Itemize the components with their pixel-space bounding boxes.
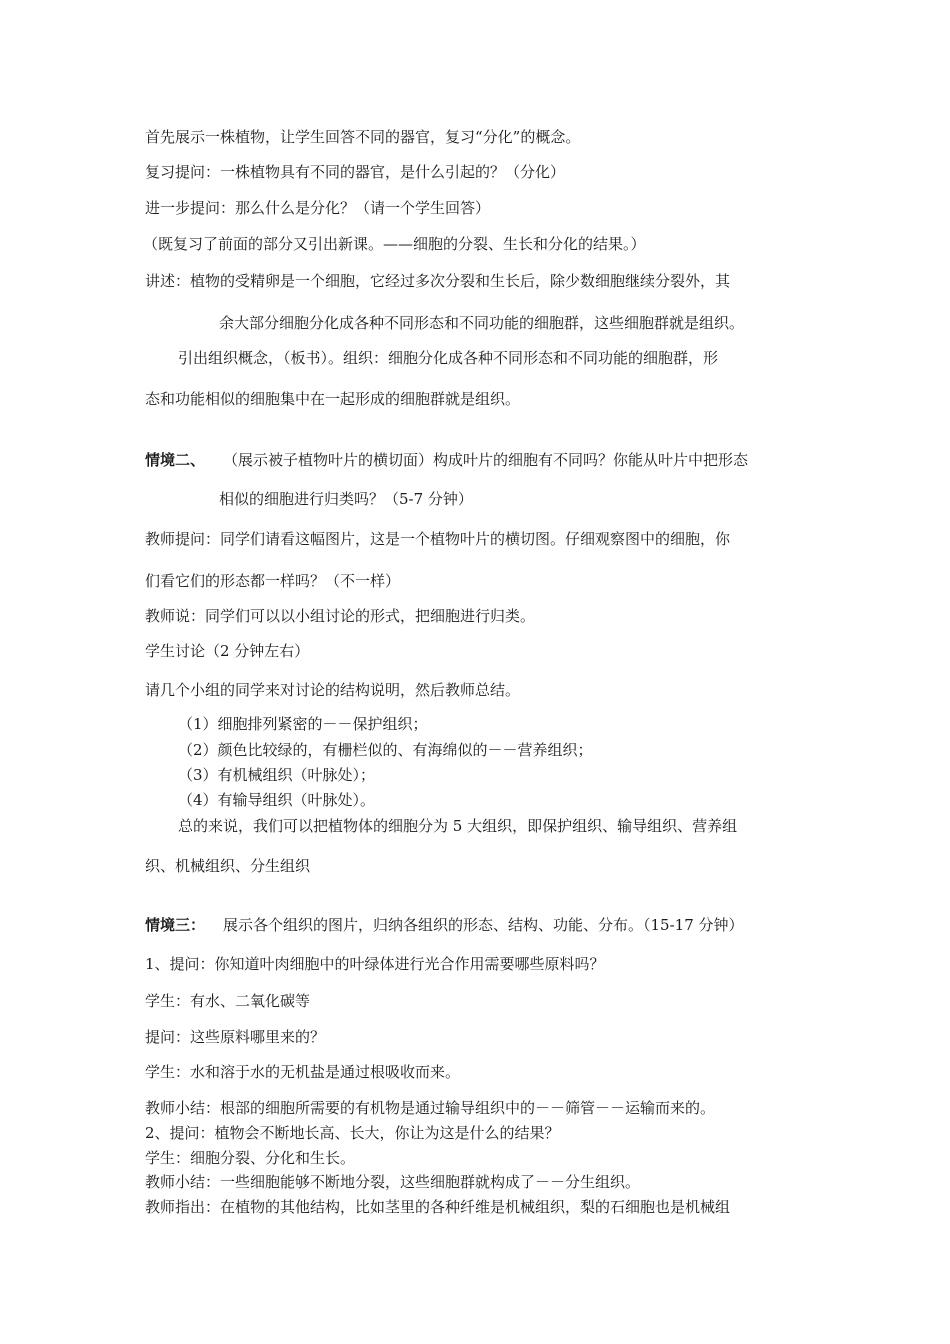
- list-item: （2）颜色比较绿的，有栅栏似的、有海绵似的－－营养组织；: [178, 741, 593, 759]
- list-item: （1）细胞排列紧密的－－保护组织；: [178, 715, 428, 733]
- paragraph-line: 学生讨论（2 分钟左右）: [145, 642, 310, 660]
- paragraph-line: 教师小结：根部的细胞所需要的有机物是通过输导组织中的－－筛管－－运输而来的。: [145, 1099, 716, 1117]
- paragraph-line: 总的来说，我们可以把植物体的细胞分为 5 大组织，即保护组织、输导组织、营养组: [178, 817, 738, 835]
- paragraph-line: 教师说：同学们可以以小组讨论的形式，把细胞进行归类。: [145, 607, 536, 625]
- paragraph-line: 2、提问：植物会不断地长高、长大，你让为这是什么的结果？: [145, 1124, 560, 1142]
- paragraph-line: 余大部分细胞分化成各种不同形态和不同功能的细胞群，这些细胞群就是组织。: [219, 314, 745, 332]
- paragraph-line: 教师小结：一些细胞能够不断地分裂，这些细胞群就构成了－－分生组织。: [145, 1173, 641, 1191]
- situation-3-heading: 情境三：: [145, 916, 206, 934]
- paragraph-line: 学生：细胞分裂、分化和生长。: [145, 1149, 356, 1167]
- paragraph-line: 学生：有水、二氧化碳等: [145, 992, 311, 1010]
- paragraph-line: 织、机械组织、分生组织: [145, 857, 311, 875]
- paragraph-line: 进一步提问：那么什么是分化？（请一个学生回答）: [145, 199, 491, 217]
- list-item: （3）有机械组织（叶脉处）；: [178, 766, 376, 784]
- list-item: （4）有输导组织（叶脉处）。: [178, 791, 376, 809]
- situation-2-heading: 情境二、: [145, 451, 206, 469]
- paragraph-line: 复习提问：一株植物具有不同的器官，是什么引起的？（分化）: [145, 163, 566, 181]
- paragraph-line: 提问：这些原料哪里来的？: [145, 1028, 326, 1046]
- paragraph-line: 引出组织概念，（板书）。组织：细胞分化成各种不同形态和不同功能的细胞群，形: [178, 349, 719, 367]
- paragraph-line: 首先展示一株植物，让学生回答不同的器官，复习“分化”的概念。: [145, 128, 581, 146]
- paragraph-line: 讲述：植物的受精卵是一个细胞，它经过多次分裂和生长后，除少数细胞继续分裂外，其: [145, 272, 731, 290]
- paragraph-line: （展示被子植物叶片的横切面）构成叶片的细胞有不同吗？你能从叶片中把形态: [223, 451, 749, 469]
- paragraph-line: 请几个小组的同学来对讨论的结构说明，然后教师总结。: [145, 681, 521, 699]
- paragraph-line: 展示各个组织的图片，归纳各组织的形态、结构、功能、分布。（15-17 分钟）: [223, 916, 744, 934]
- paragraph-line: 们看它们的形态都一样吗？（不一样）: [145, 572, 401, 590]
- paragraph-line: 学生：水和溶于水的无机盐是通过根吸收而来。: [145, 1063, 461, 1081]
- paragraph-line: 1、提问：你知道叶肉细胞中的叶绿体进行光合作用需要哪些原料吗？: [145, 955, 605, 973]
- paragraph-line: （既复习了前面的部分又引出新课。——细胞的分裂、生长和分化的结果。）: [143, 235, 646, 253]
- paragraph-line: 态和功能相似的细胞集中在一起形成的细胞群就是组织。: [145, 390, 521, 408]
- paragraph-line: 教师提问：同学们请看这幅图片，这是一个植物叶片的横切图。仔细观察图中的细胞，你: [145, 530, 731, 548]
- paragraph-line: 教师指出：在植物的其他结构，比如茎里的各种纤维是机械组织，梨的石细胞也是机械组: [145, 1198, 731, 1216]
- paragraph-line: 相似的细胞进行归类吗？（5-7 分钟）: [219, 490, 473, 508]
